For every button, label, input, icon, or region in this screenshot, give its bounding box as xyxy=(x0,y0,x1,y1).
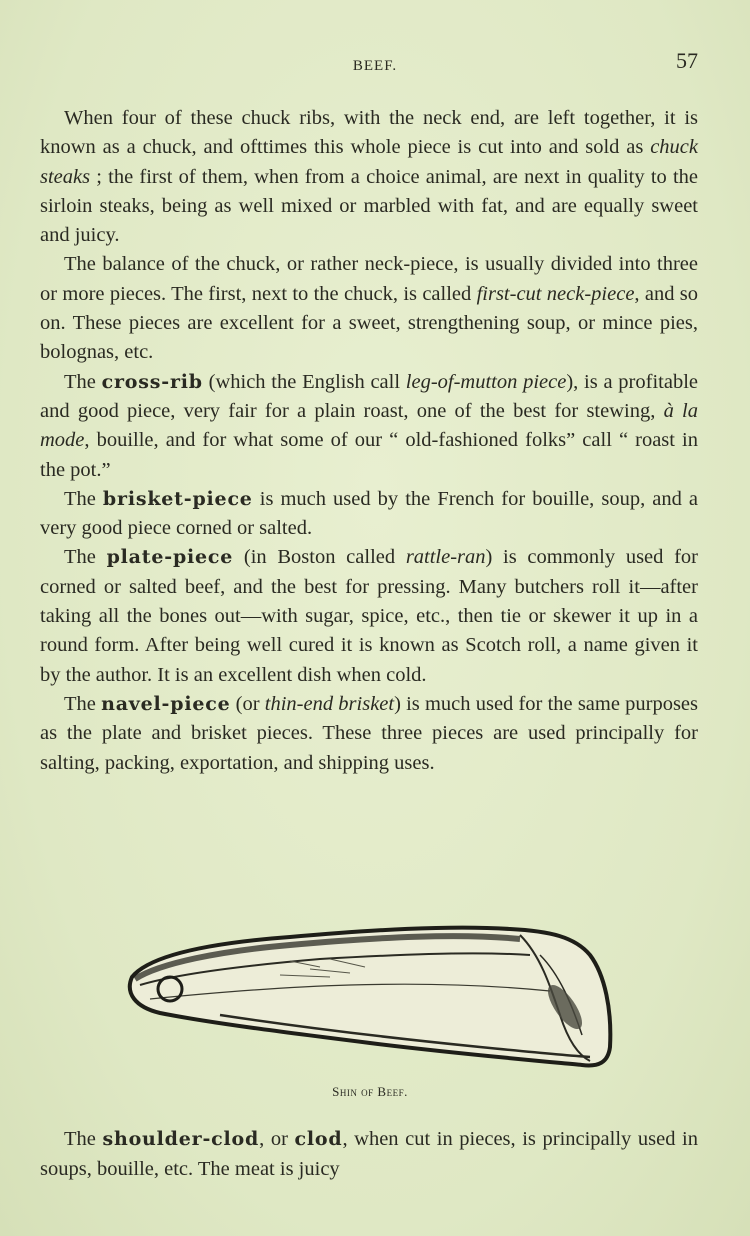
text-segment: , or xyxy=(259,1128,295,1150)
shin-of-beef-illustration xyxy=(120,915,620,1085)
bold-term: navel-piece xyxy=(101,692,231,715)
figure-caption: Shin of Beef. xyxy=(332,1084,408,1099)
bold-term: shoulder-clod xyxy=(102,1128,260,1150)
text-segment: ) is much used for the same purposes as the plate and brisket pieces. These three pieces are used principally for salting, packing, exportation, and shipping uses. xyxy=(40,692,699,774)
paragraph xyxy=(40,250,698,367)
text-segment: (in Boston called xyxy=(233,546,406,569)
text-segment: , and so on. These pieces are excellent for a sweet, strengthening soup, or mince pies, bolognas, etc. xyxy=(40,282,698,364)
text-segment: The xyxy=(64,487,103,510)
paragraph xyxy=(40,690,698,778)
italic-term: leg-of-mutton piece xyxy=(405,370,567,393)
running-head: BEEF. xyxy=(352,58,398,74)
italic-term: rattle-ran xyxy=(405,546,486,569)
text-segment: ), is a profitable and good piece, very fair for a plain roast, one of the best for stewing, xyxy=(40,370,698,422)
paragraph xyxy=(40,543,698,689)
paragraph xyxy=(40,104,698,250)
text-segment: The xyxy=(64,1128,103,1150)
bold-term: plate-piece xyxy=(106,546,234,569)
bold-term: cross-rib xyxy=(101,370,203,393)
italic-term: chuck steaks xyxy=(40,136,698,188)
text-segment: (which the English call xyxy=(202,370,406,393)
text-segment: When four of these chuck ribs, with the neck end, are left together, it is known as a chuck, and ofttimes this whole piece is cut into and sold as xyxy=(40,107,698,159)
text-segment: The xyxy=(64,546,107,569)
bottom-text xyxy=(40,1124,698,1184)
italic-term: à la mode xyxy=(40,399,698,452)
bold-term: clod xyxy=(294,1128,343,1150)
italic-term: first-cut neck-piece xyxy=(476,282,635,305)
text-segment: ; the first of them, when from a choice animal, are next in quality to the sirloin steaks, being as well mixed or marbled with fat, and are equally sweet and juicy. xyxy=(40,165,698,247)
text-segment: is much used by the French for bouille, soup, and a very good piece corned or salted. xyxy=(40,487,698,540)
paragraph xyxy=(40,368,698,485)
paragraph xyxy=(40,1124,698,1184)
text-segment: The xyxy=(64,692,102,715)
body-text xyxy=(40,104,698,778)
text-segment: , when cut in pieces, is principally used in soups, bouille, etc. The meat is juicy xyxy=(40,1128,698,1180)
text-segment: The xyxy=(64,370,102,393)
text-segment: (or xyxy=(230,692,265,715)
text-segment: , bouille, and for what some of our “ old-fashioned folks” call “ roast in the pot.” xyxy=(40,429,698,481)
italic-term: thin-end brisket xyxy=(264,692,395,715)
bold-term: brisket-piece xyxy=(102,487,253,510)
paragraph xyxy=(40,485,698,544)
text-segment: The balance of the chuck, or rather neck-piece, is usually divided into three or more pieces. The first, next to the chuck, is called xyxy=(40,253,698,305)
page-number: 57 xyxy=(676,48,698,73)
text-segment: ) is commonly used for corned or salted beef, and the best for pressing. Many butchers roll it—after taking all the bones out—with sugar, spice, etc., then tie or skewer it up in a round form. After being well cured it is known as Scotch roll, a name given it by the author. It is an excellent dish when cold. xyxy=(40,546,698,686)
